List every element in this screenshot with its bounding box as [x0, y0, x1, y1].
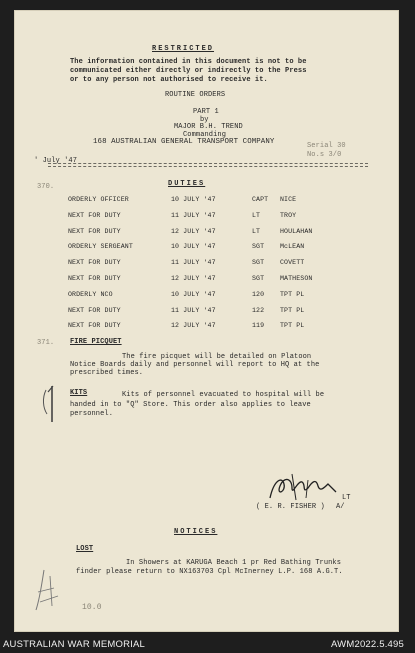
duty-role: NEXT FOR DUTY	[68, 259, 121, 267]
restricted-heading: RESTRICTED	[152, 45, 215, 53]
duty-role: NEXT FOR DUTY	[68, 322, 121, 330]
duty-rank: CAPT	[252, 196, 269, 203]
duty-rank: SGT	[252, 243, 265, 251]
handwritten-signature	[262, 470, 352, 504]
lost-line-2: finder please return to NX163703 Cpl McInerney L.P. 168 A.G.T.	[76, 568, 343, 576]
duty-name: TPT PL	[280, 290, 305, 298]
kits-heading: KITS	[70, 389, 88, 397]
signatory-rank: LT	[342, 494, 351, 502]
duty-name: COVETT	[280, 259, 305, 267]
commanding-label: Commanding	[183, 131, 227, 139]
margin-number-370: 370.	[37, 183, 55, 191]
signatory-suffix: A/	[336, 503, 345, 511]
duty-name: TPT PL	[280, 322, 305, 330]
header-rule-2	[48, 166, 368, 167]
duty-date: 10 JULY '47	[171, 196, 216, 203]
duty-role: ORDERLY NCO	[68, 290, 113, 298]
warning-line-1: The information contained in this document is not to be	[70, 58, 307, 66]
footer-institution: AUSTRALIAN WAR MEMORIAL	[3, 639, 146, 650]
duty-rank: LT	[252, 227, 261, 235]
kits-line-3: personnel.	[70, 410, 114, 418]
notices-heading: NOTICES	[174, 528, 218, 536]
duty-role: NEXT FOR DUTY	[68, 306, 121, 314]
kits-line-2: handed in to "Q" Store. This order also applies to leave	[70, 401, 311, 409]
duty-rank: 122	[252, 306, 265, 314]
duty-name: McLEAN	[280, 243, 305, 251]
serial-number: Serial 30	[307, 142, 346, 150]
duty-name: MATHESON	[280, 275, 313, 282]
duty-name: HOULAHAN	[280, 227, 313, 235]
by-label: by	[200, 116, 209, 124]
duty-role: ORDERLY OFFICER	[68, 196, 129, 203]
fire-line-3: prescribed times.	[70, 369, 144, 377]
duty-rank: SGT	[252, 275, 265, 282]
duty-rank: 119	[252, 322, 265, 330]
duty-name: TROY	[280, 211, 297, 219]
routine-orders-title: ROUTINE ORDERS	[165, 91, 226, 99]
fire-picquet-heading: FIRE PICQUET	[70, 338, 122, 346]
duty-date: 11 JULY '47	[171, 211, 216, 219]
duty-role: NEXT FOR DUTY	[68, 211, 121, 219]
duty-date: 10 JULY '47	[171, 290, 216, 298]
duty-date: 12 JULY '47	[171, 322, 216, 330]
signatory-name: ( E. R. FISHER )	[256, 503, 325, 511]
pencil-mark-one	[38, 380, 68, 428]
duty-name: TPT PL	[280, 306, 305, 314]
duty-rank: SGT	[252, 259, 265, 267]
duty-date: 10 JULY '47	[171, 243, 216, 251]
part-label: PART 1	[193, 108, 219, 116]
header-rule	[48, 163, 368, 164]
unit-name: 168 AUSTRALIAN GENERAL TRANSPORT COMPANY	[93, 138, 275, 146]
duty-role: NEXT FOR DUTY	[68, 227, 121, 235]
duty-role: NEXT FOR DUTY	[68, 275, 121, 282]
warning-line-3: or to any person not authorised to receive it.	[70, 76, 268, 84]
duty-date: 11 JULY '47	[171, 259, 216, 267]
commander-name: MAJOR B.H. TREND	[174, 123, 243, 131]
order-numbers: No.s 3/0	[307, 151, 342, 159]
duty-date: 12 JULY '47	[171, 275, 216, 282]
archive-footer	[0, 635, 415, 653]
order-date: ' July '47	[34, 157, 78, 165]
fire-line-2: Notice Boards daily and personnel will report to HQ at the	[70, 361, 320, 369]
duty-rank: 120	[252, 290, 265, 298]
duty-name: NICE	[280, 196, 297, 203]
duties-heading: DUTIES	[168, 180, 206, 188]
warning-line-2: communicated either directly or indirectly to the Press	[70, 67, 307, 75]
kits-line-1: Kits of personnel evacuated to hospital will be	[122, 391, 325, 399]
duty-role: ORDERLY SERGEANT	[68, 243, 133, 251]
footer-accession: AWM2022.5.495	[331, 639, 405, 650]
pencil-scribble	[30, 562, 66, 614]
lost-line-1: In Showers at KARUGA Beach 1 pr Red Bathing Trunks	[126, 559, 342, 567]
fire-line-1: The fire picquet will be detailed on Platoon	[122, 353, 312, 361]
duty-date: 12 JULY '47	[171, 227, 216, 235]
margin-number-371: 371.	[37, 339, 55, 347]
pencil-note-bottom: 10.0	[82, 603, 102, 612]
duty-date: 11 JULY '47	[171, 306, 216, 314]
duty-rank: LT	[252, 211, 261, 219]
lost-heading: LOST	[76, 545, 94, 553]
